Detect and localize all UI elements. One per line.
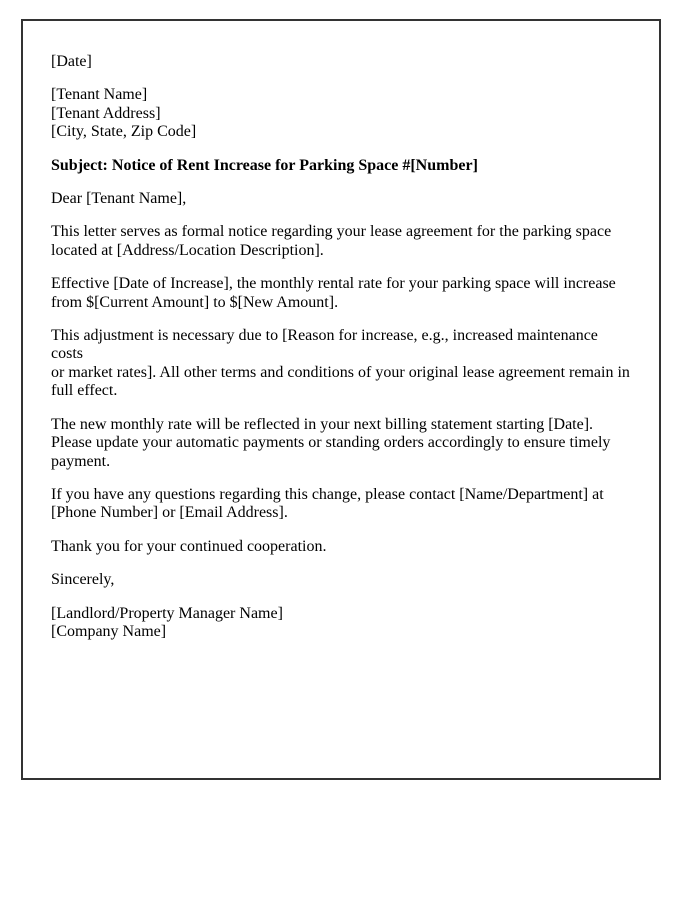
body-paragraph-reason: This adjustment is necessary due to [Reason for increase, e.g., increased maintenance costs or market rates]. All other terms and conditions of your original lease agreement remain in full effect. xyxy=(51,327,630,400)
body-paragraph-effective-date: Effective [Date of Increase], the monthly rental rate for your parking space will increase from $[Current Amount] to $[New Amount]. xyxy=(51,275,616,311)
signature-block: [Landlord/Property Manager Name] [Company Name] xyxy=(51,604,283,640)
body-paragraph-billing: The new monthly rate will be reflected in your next billing statement starting [Date]. Please update your automatic payments or standing orders accordingly to ensure timely payment. xyxy=(51,415,611,470)
body-paragraph-lease-notice: This letter serves as formal notice regarding your lease agreement for the parking space located at [Address/Location Description]. xyxy=(51,223,612,259)
body-paragraph-contact: If you have any questions regarding this change, please contact [Name/Department] at [Phone Number] or [Email Address]. xyxy=(51,485,604,522)
salutation: Dear [Tenant Name], xyxy=(51,190,187,208)
body-paragraph-thanks: Thank you for your continued cooperation. xyxy=(51,537,327,555)
subject-line: Subject: Notice of Rent Increase for Parking Space #[Number] xyxy=(51,156,478,174)
letter-document xyxy=(21,19,661,780)
closing-line: Sincerely, xyxy=(51,571,115,589)
recipient-address-block: [Tenant Name] [Tenant Address] [City, State, Zip Code] xyxy=(51,86,197,141)
date-line: [Date] xyxy=(51,53,92,70)
